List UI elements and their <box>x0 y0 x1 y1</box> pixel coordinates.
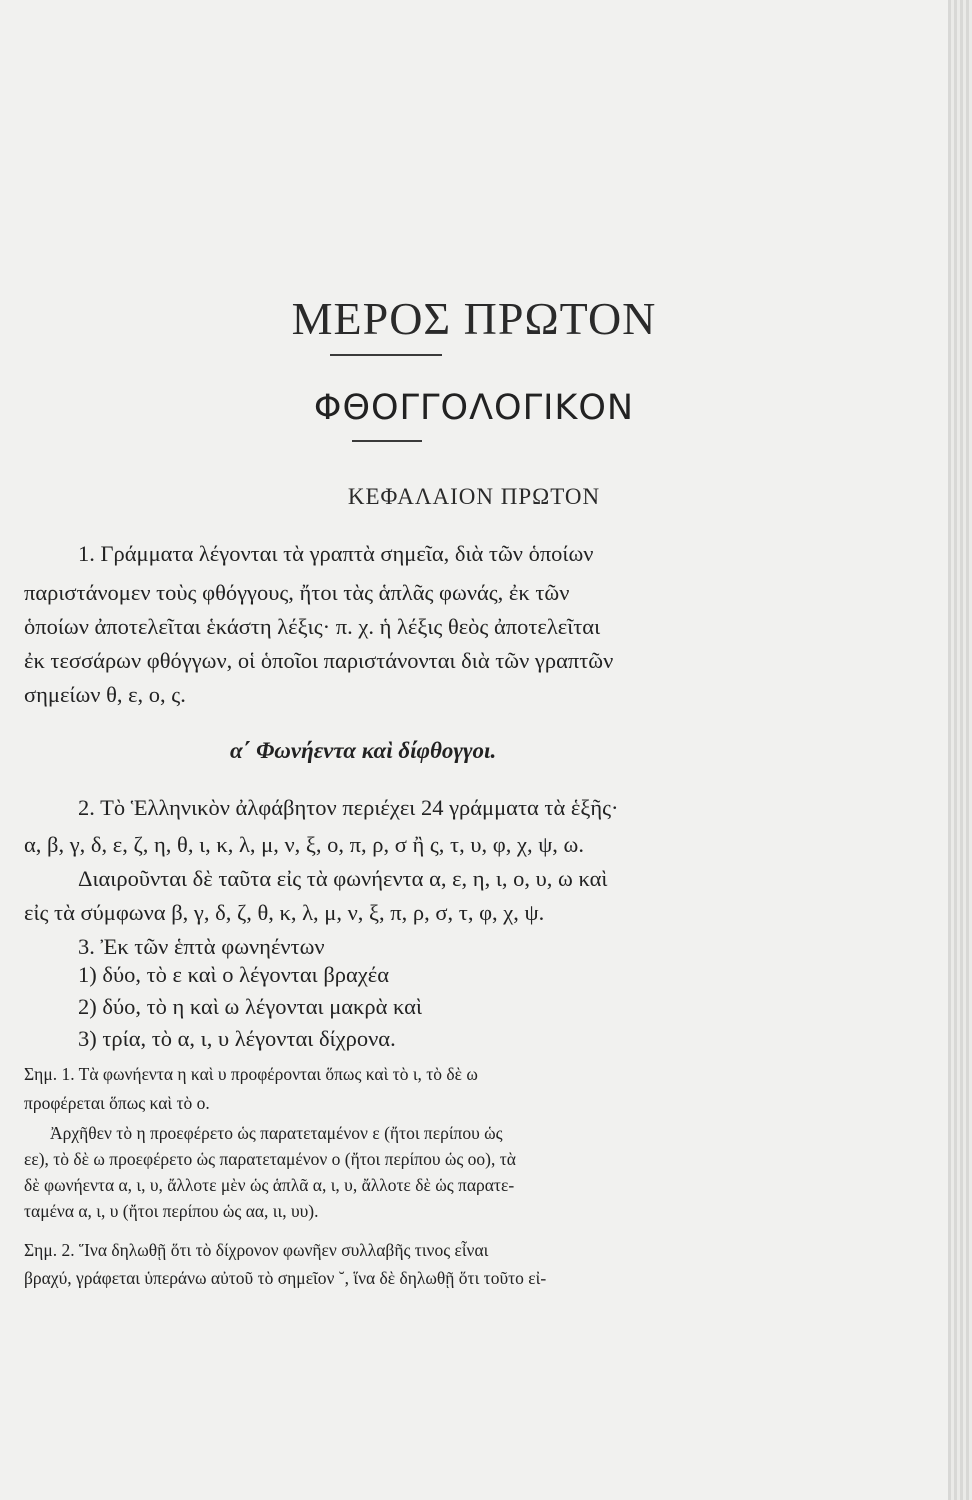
note-line: Σημ. 1. Τὰ φωνήεντα η καὶ υ προφέρονται ὅπως καὶ τὸ ι, τὸ δὲ ω <box>24 1064 478 1084</box>
body-line: 1. Γράμματα λέγονται τὰ γραπτὰ σημεῖα, διὰ τῶν ὁποίων <box>78 541 594 566</box>
list-item: 1) δύο, τὸ ε καὶ ο λέγονται βραχέα <box>78 962 390 987</box>
note-line: Σημ. 2. Ἵνα δηλωθῇ ὅτι τὸ δίχρονον φωνῆεν συλλαβῆς τινος εἶναι <box>24 1240 489 1260</box>
note-line: δὲ φωνήεντα α, ι, υ, ἄλλοτε μὲν ὡς ἁπλᾶ α, ι, υ, ἄλλοτε δὲ ὡς παρατε- <box>24 1175 515 1195</box>
body-line: ὁποίων ἀποτελεῖται ἑκάστη λέξις· π. χ. ἡ λέξις θεὸς ἀποτελεῖται <box>24 614 601 639</box>
note-line: εε), τὸ δὲ ω προεφέρετο ὡς παρατεταμένον ο (ἤτοι περίπου ὡς οο), τὰ <box>24 1149 516 1169</box>
part-title: ΜΕΡΟΣ ΠΡΩΤΟΝ <box>291 293 657 344</box>
title-rule <box>330 354 442 356</box>
list-item: 2) δύο, τὸ η καὶ ω λέγονται μακρὰ καὶ <box>78 994 423 1019</box>
note-line: βραχύ, γράφεται ὑπεράνω αὐτοῦ τὸ σημεῖον ˘, ἵνα δὲ δηλωθῇ ὅτι τοῦτο εἰ- <box>24 1268 547 1288</box>
body-line: εἰς τὰ σύμφωνα β, γ, δ, ζ, θ, κ, λ, μ, ν, ξ, π, ρ, σ, τ, φ, χ, ψ. <box>24 900 545 925</box>
body-line: 3. Ἐκ τῶν ἑπτὰ φωνηέντων <box>78 934 325 959</box>
body-line: Διαιροῦνται δὲ ταῦτα εἰς τὰ φωνήεντα α, ε, η, ι, ο, υ, ω καὶ <box>78 866 608 891</box>
note-line: ταμένα α, ι, υ (ἤτοι περίπου ὡς αα, ιι, υυ). <box>24 1201 319 1221</box>
list-item: 3) τρία, τὸ α, ι, υ λέγονται δίχρονα. <box>78 1026 396 1051</box>
body-line: 2. Τὸ Ἑλληνικὸν ἀλφάβητον περιέχει 24 γράμματα τὰ ἑξῆς· <box>78 795 619 820</box>
body-line: σημείων θ, ε, ο, ς. <box>24 682 186 707</box>
note-line: προφέρεται ὅπως καὶ τὸ ο. <box>24 1093 210 1113</box>
section-title: ΦΘΟΓΓΟΛΟΓΙΚΟΝ <box>313 388 635 428</box>
alphabet-line: α, β, γ, δ, ε, ζ, η, θ, ι, κ, λ, μ, ν, ξ, ο, π, ρ, σ ἢ ς, τ, υ, φ, χ, ψ, ω. <box>24 832 584 857</box>
page-edge <box>948 0 972 1500</box>
subsection-heading: α΄ Φωνήεντα καὶ δίφθογγοι. <box>230 738 497 763</box>
body-line: παριστάνομεν τοὺς φθόγγους, ἤτοι τὰς ἁπλᾶς φωνάς, ἐκ τῶν <box>24 580 570 605</box>
section-rule <box>352 440 422 442</box>
body-line: ἐκ τεσσάρων φθόγγων, οἱ ὁποῖοι παριστάνονται διὰ τῶν γραπτῶν <box>24 648 614 673</box>
note-line: Ἀρχῆθεν τὸ η προεφέρετο ὡς παρατεταμένον ε (ἤτοι περίπου ὡς <box>50 1123 503 1143</box>
chapter-title: ΚΕΦΑΛΑΙΟΝ ΠΡΩΤΟΝ <box>347 484 601 509</box>
